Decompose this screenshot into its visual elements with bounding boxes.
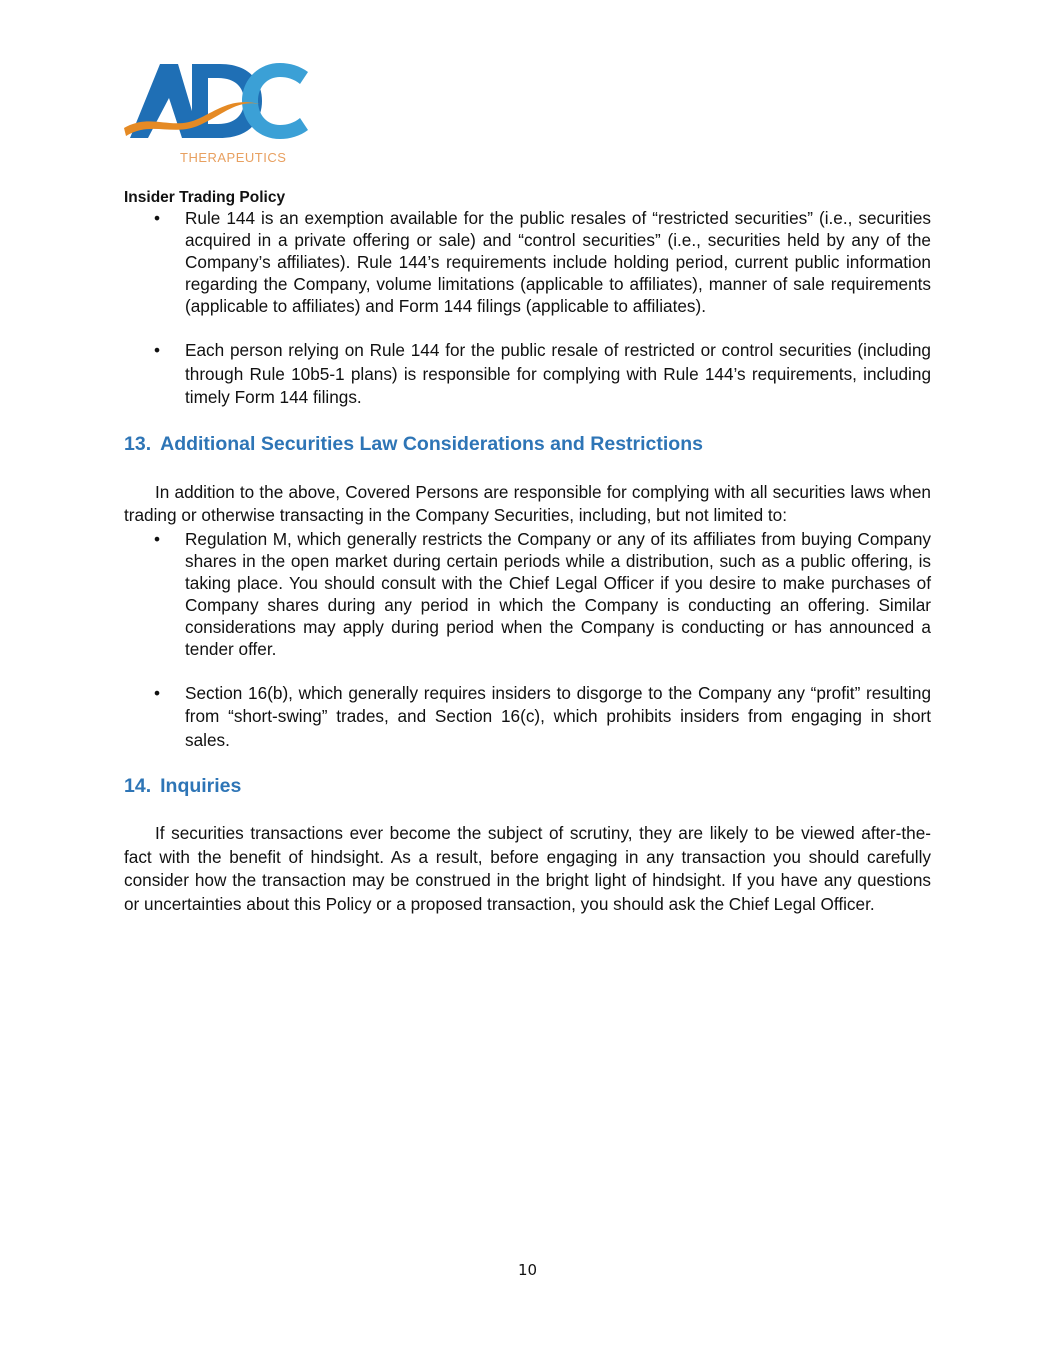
section-13-heading — [124, 432, 931, 456]
section-14-body: If securities transactions ever become the subject of scrutiny, they are likely to be viewed after-the-fact with the benefit of hindsight. As a result, before engaging in any transaction you should carefully consider how the transaction may be construed in the bright light of hindsight. If you have any questions or uncertainties about this Policy or a proposed transaction, you should ask the Chief Legal Officer. — [124, 823, 931, 914]
bullet-text: Section 16(b), which generally requires insiders to disgorge to the Company any “profit” resulting from “short-swing” trades, and Section 16(c), which prohibits insiders from engaging in short sales. — [185, 682, 931, 750]
section-13-bullet-list — [124, 528, 931, 753]
bullet-icon: • — [154, 682, 161, 703]
logo-letter-c — [242, 63, 308, 139]
section-title: Inquiries — [160, 775, 242, 797]
bullet-text: Rule 144 is an exemption available for the public resales of “restricted securities” (i.e., securities acquired in a private offering or sale) and “control securities” (i.e., securities held by any of the Company’s affiliates). Rule 144’s requirements include holding period, current public information regarding the Company, volume limitations (applicable to affiliates), manner of sale requirements (applicable to affiliates) and Form 144 filings (applicable to affiliates). — [185, 208, 931, 316]
bullet-icon: • — [154, 340, 161, 360]
bullet-icon: • — [154, 528, 161, 549]
logo-subtitle: THERAPEUTICS — [180, 150, 287, 165]
bullet-text: Regulation M, which generally restricts the Company or any of its affiliates from buying Company shares in the open market during certain periods while a distribution, such as a public offering, is taking place. You should consult with the Chief Legal Officer if you desire to make purchases of Company shares during any period in which the Company is conducting an offering. Similar considerations may apply during period when the Company is conducting or has announced a tender offer. — [185, 528, 931, 659]
bullet-text: Each person relying on Rule 144 for the public resale of restricted or control securities (including through Rule 10b5-1 plans) is responsible for complying with Rule 144’s requirements, including timely Form 144 filings. — [185, 340, 931, 407]
page-content — [124, 207, 931, 916]
adc-logo-mark — [122, 58, 312, 170]
section-14-heading — [124, 774, 931, 798]
company-logo — [122, 58, 312, 170]
bullet-icon: • — [154, 208, 161, 228]
list-item — [124, 682, 931, 753]
page-number: 10 — [517, 1261, 538, 1279]
section-number: 13. — [124, 432, 152, 455]
list-item — [124, 339, 931, 410]
rule-144-bullet-list — [124, 207, 931, 410]
section-13-intro: In addition to the above, Covered Persons are responsible for complying with all securities laws when trading or otherwise transacting in the Company Securities, including, but not limited to: — [124, 481, 931, 525]
list-item — [124, 207, 931, 317]
list-item — [124, 528, 931, 660]
section-title: Additional Securities Law Considerations and Restrictions — [160, 432, 703, 455]
document-title: Insider Trading Policy — [124, 189, 286, 206]
section-number: 14. — [124, 775, 152, 797]
